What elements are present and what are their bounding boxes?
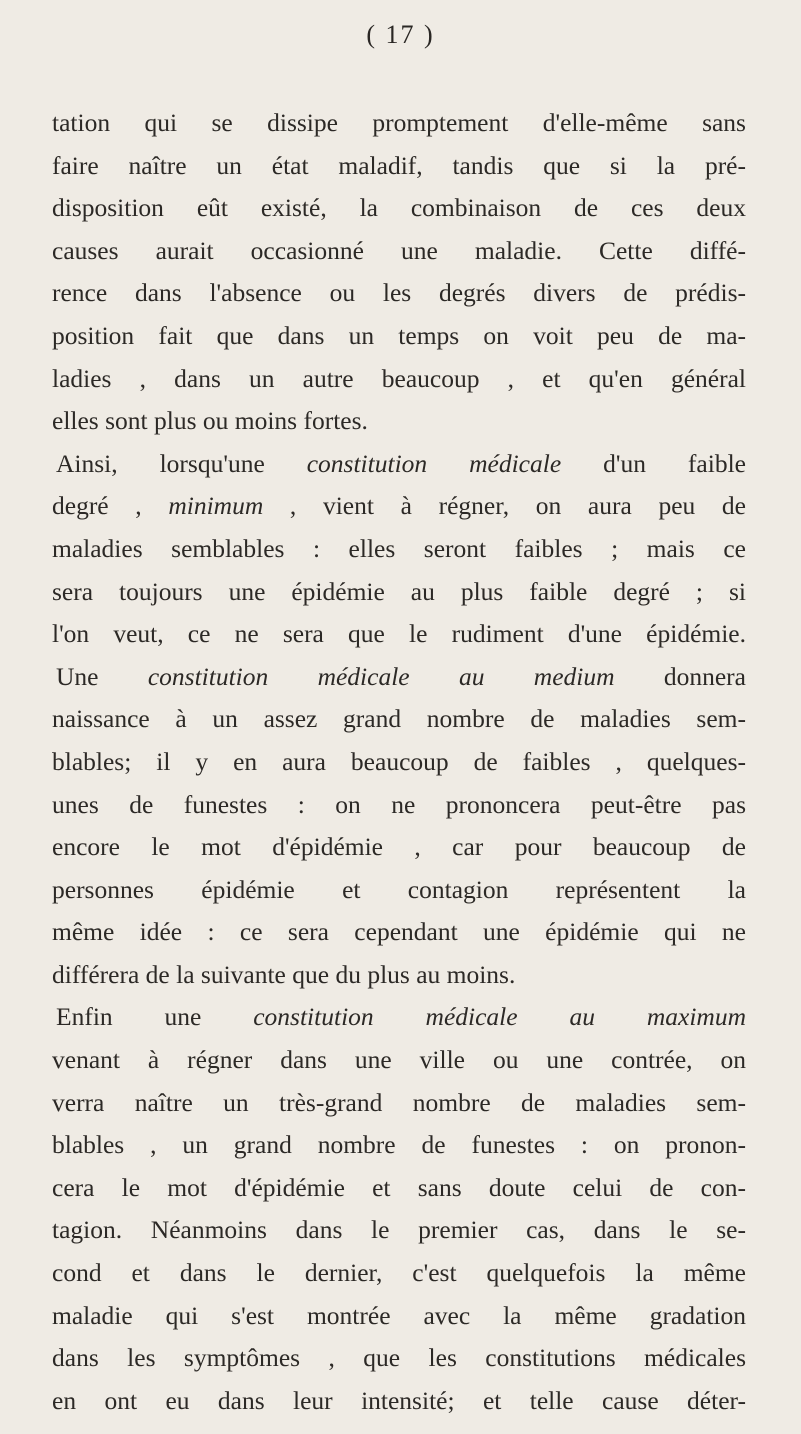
italic-phrase: constitution médicale	[306, 448, 562, 478]
text-line	[52, 656, 746, 699]
text-run: cera le mot d'épidémie et sans doute celui de con-	[52, 1172, 746, 1202]
text-run: , vient à régner, on aura peu de	[263, 491, 746, 521]
text-line	[52, 358, 746, 401]
text-line	[52, 1124, 746, 1167]
text-run: rence dans l'absence ou les degrés divers de prédis-	[52, 278, 746, 308]
text-line	[52, 571, 746, 614]
text-line	[52, 485, 746, 528]
text-run: verra naître un très-grand nombre de maladies sem-	[52, 1087, 746, 1117]
text-run: maladies semblables : elles seront faibles ; mais ce	[52, 533, 746, 563]
text-line	[52, 400, 746, 443]
text-line	[52, 698, 746, 741]
text-run: en ont eu dans leur intensité; et telle cause déter-	[52, 1385, 746, 1415]
text-run: personnes épidémie et contagion représentent la	[52, 874, 746, 904]
text-line	[52, 1209, 746, 1252]
text-line	[52, 443, 746, 486]
text-run: disposition eût existé, la combinaison de ces deux	[52, 193, 746, 223]
text-run: donnera	[614, 661, 746, 691]
text-run: blables; il y en aura beaucoup de faibles , quelques-	[52, 746, 746, 776]
text-run: naissance à un assez grand nombre de maladies sem-	[52, 704, 746, 734]
text-line	[52, 741, 746, 784]
body-text	[52, 102, 746, 1422]
text-run: cond et dans le dernier, c'est quelquefois la même	[52, 1258, 746, 1288]
text-run: ladies , dans un autre beaucoup , et qu'en général	[52, 363, 746, 393]
text-line	[52, 528, 746, 571]
text-line	[52, 826, 746, 869]
text-line	[52, 1380, 746, 1423]
text-line	[52, 102, 746, 145]
text-run: dans les symptômes , que les constitutions médicales	[52, 1343, 746, 1373]
text-run: faire naître un état maladif, tandis que si la pré-	[52, 150, 746, 180]
text-run: position fait que dans un temps on voit peu de ma-	[52, 320, 746, 350]
italic-phrase: constitution médicale au medium	[147, 661, 615, 691]
text-run: blables , un grand nombre de funestes : on pronon-	[52, 1130, 746, 1160]
text-run: Ainsi, lorsqu'une	[56, 448, 307, 478]
text-line	[52, 954, 746, 997]
text-run: Une	[56, 661, 148, 691]
text-run: même idée : ce sera cependant une épidémie qui ne	[52, 917, 746, 947]
text-line	[52, 1295, 746, 1338]
text-line	[52, 1039, 746, 1082]
text-run: degré ,	[52, 491, 169, 521]
text-run: tagion. Néanmoins dans le premier cas, dans le se-	[52, 1215, 746, 1245]
italic-phrase: constitution médicale au maximum	[253, 1002, 746, 1032]
text-line	[52, 1167, 746, 1210]
italic-phrase: minimum	[168, 491, 264, 521]
text-line	[52, 315, 746, 358]
text-run: maladie qui s'est montrée avec la même gradation	[52, 1300, 746, 1330]
text-run: sera toujours une épidémie au plus faible degré ; si	[52, 576, 746, 606]
text-line	[52, 996, 746, 1039]
text-run: encore le mot d'épidémie , car pour beaucoup de	[52, 832, 746, 862]
text-line	[52, 911, 746, 954]
text-run: Enfin une	[56, 1002, 254, 1032]
text-run: causes aurait occasionné une maladie. Cette diffé-	[52, 235, 746, 265]
text-run: venant à régner dans une ville ou une contrée, on	[52, 1045, 746, 1075]
text-line	[52, 272, 746, 315]
text-line	[52, 1337, 746, 1380]
text-line	[52, 869, 746, 912]
text-line	[52, 230, 746, 273]
text-line	[52, 187, 746, 230]
text-line	[52, 1082, 746, 1125]
text-run: unes de funestes : on ne prononcera peut-être pas	[52, 789, 746, 819]
text-run: différera de la suivante que du plus au moins.	[52, 959, 516, 989]
text-run: l'on veut, ce ne sera que le rudiment d'une épidémie.	[52, 619, 746, 649]
page-number: ( 17 )	[366, 20, 435, 49]
text-line	[52, 145, 746, 188]
text-run: tation qui se dissipe promptement d'elle-même sans	[52, 108, 746, 137]
text-line	[52, 613, 746, 656]
text-run: d'un faible	[561, 448, 746, 478]
text-run: elles sont plus ou moins fortes.	[52, 406, 368, 436]
text-line	[52, 784, 746, 827]
text-line	[52, 1252, 746, 1295]
